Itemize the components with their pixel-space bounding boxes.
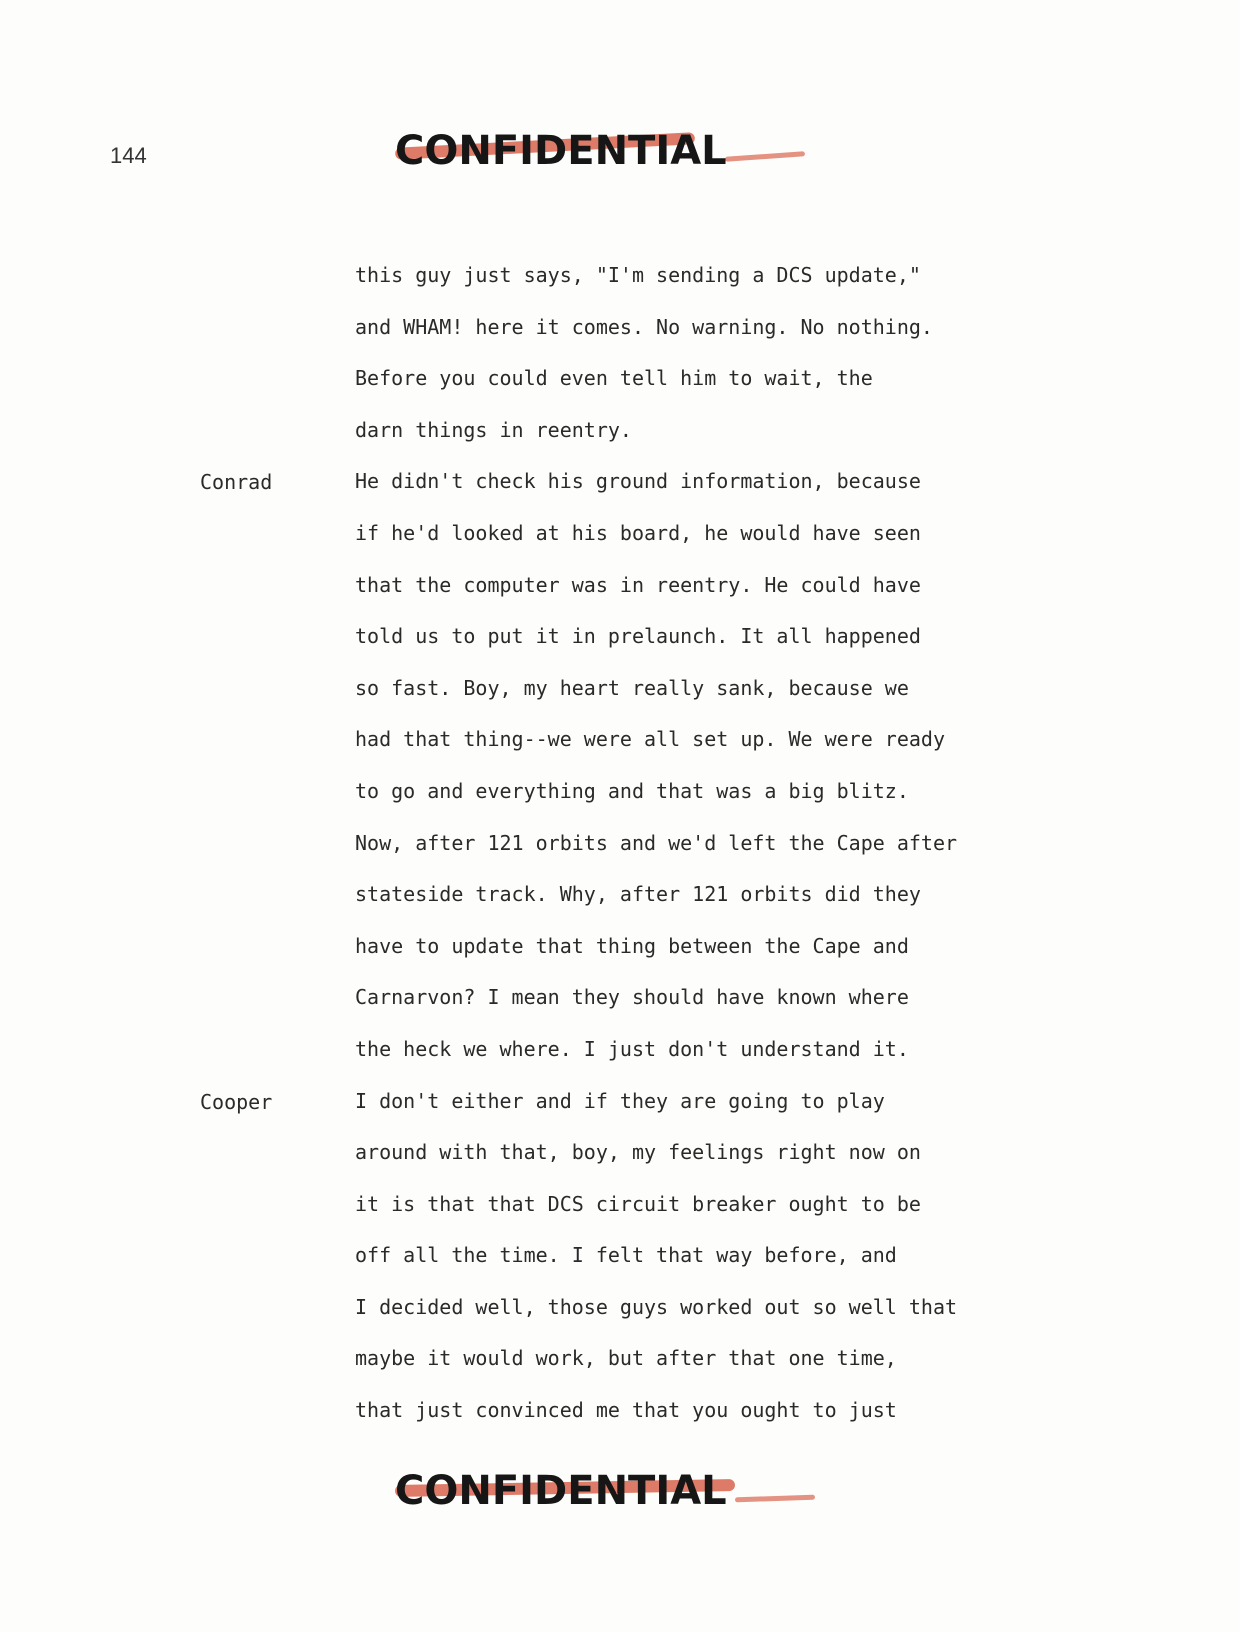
speech-line: Before you could even tell him to wait, the	[355, 366, 873, 391]
speech-line: off all the time. I felt that way before, and	[355, 1243, 897, 1268]
speech-line: that just convinced me that you ought to just	[355, 1398, 897, 1423]
speech-line: the heck we where. I just don't understand it.	[355, 1036, 909, 1061]
header-stamp-text: CONFIDENTIAL	[395, 128, 727, 174]
speech-line: darn things in reentry.	[355, 417, 632, 442]
speech-line: told us to put it in prelaunch. It all happened	[355, 624, 921, 649]
speech-line: had that thing--we were all set up. We were ready	[355, 727, 946, 752]
speech-line: Now, after 121 orbits and we'd left the Cape after	[355, 830, 958, 855]
speech-line: He didn't check his ground information, because	[355, 469, 921, 494]
speech-line: maybe it would work, but after that one time,	[355, 1346, 897, 1371]
speech-line: to go and everything and that was a big blitz.	[355, 778, 909, 803]
speech-line: if he'd looked at his board, he would have seen	[355, 520, 921, 545]
speech-line: I decided well, those guys worked out so well that	[355, 1294, 958, 1319]
speech-line: around with that, boy, my feelings right now on	[355, 1140, 921, 1165]
speech-line: Carnarvon? I mean they should have known where	[355, 985, 909, 1010]
speech-lines	[355, 250, 1060, 456]
transcript-entry-continued	[200, 250, 1060, 456]
speech-line: it is that that DCS circuit breaker ought to be	[355, 1191, 921, 1216]
speech-lines	[355, 1076, 1060, 1437]
transcript	[200, 250, 1060, 1437]
speech-line: and WHAM! here it comes. No warning. No nothing.	[355, 314, 933, 339]
speaker-label: Conrad	[200, 470, 273, 495]
speech-lines	[355, 456, 1060, 1075]
footer-confidential-stamp	[395, 1458, 815, 1518]
speech-line: that the computer was in reentry. He could have	[355, 572, 921, 597]
footer-stamp-text: CONFIDENTIAL	[395, 1468, 727, 1514]
speech-line: so fast. Boy, my heart really sank, because we	[355, 675, 909, 700]
header-confidential-stamp	[395, 118, 815, 178]
speaker-label: Cooper	[200, 1089, 273, 1114]
page-number: 144	[110, 143, 147, 168]
speech-line: this guy just says, "I'm sending a DCS update,"	[355, 263, 921, 287]
speech-line: I don't either and if they are going to play	[355, 1088, 885, 1113]
speech-line: stateside track. Why, after 121 orbits did they	[355, 882, 921, 907]
transcript-entry-cooper	[200, 1076, 1060, 1437]
speech-line: have to update that thing between the Cape and	[355, 933, 909, 958]
transcript-entry-conrad	[200, 456, 1060, 1075]
